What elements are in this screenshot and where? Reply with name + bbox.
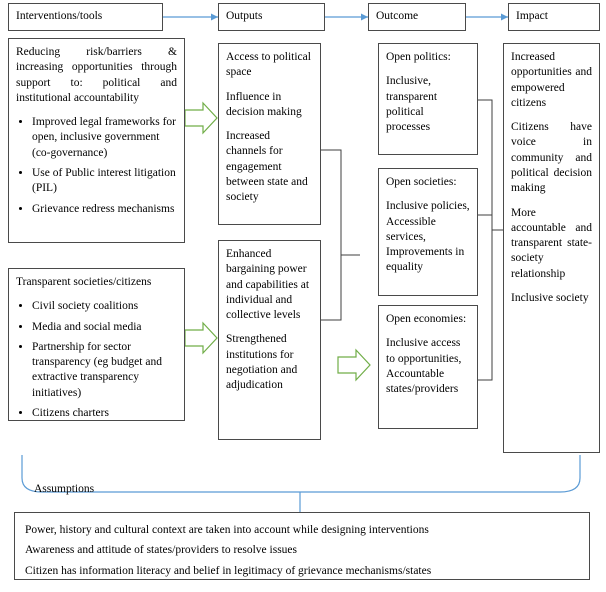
header-outputs-label: Outputs	[226, 10, 263, 22]
assumption-item: Citizen has information literacy and belief in legitimacy of grievance mechanisms/states	[25, 564, 432, 577]
header-interventions	[8, 3, 163, 31]
outcome-box-open-economies	[378, 305, 478, 429]
list-item: • Civil society coalitions	[32, 299, 177, 314]
interventions-box-accountability-intro: Reducing risk/barriers & increasing opportunities through support to: political and institutional accountability	[16, 46, 177, 104]
interventions-box-transparent-societies-list	[16, 299, 177, 421]
impact-item: Increased opportunities and empowered citizens	[511, 51, 592, 109]
impact-box	[503, 43, 600, 453]
outcome-title: Open societies:	[386, 176, 457, 188]
outcome-box-open-societies	[378, 168, 478, 296]
impact-item: More accountable and transparent state-society relationship	[511, 206, 592, 280]
list-item: • Citizens charters	[32, 406, 177, 421]
list-item: • Grievance redress mechanisms	[32, 202, 177, 217]
list-item: • Media and social media	[32, 320, 177, 335]
outputs-item: Influence in decision making	[226, 90, 302, 118]
header-impact	[508, 3, 600, 31]
header-outputs	[218, 3, 325, 31]
assumption-item: Power, history and cultural context are taken into account while designing interventions	[25, 524, 429, 536]
list-item: • Improved legal frameworks for open, inclusive government (co-governance)	[32, 115, 177, 161]
list-item: • Use of Public interest litigation (PIL)	[32, 166, 177, 197]
outputs-box-bargaining-power	[218, 240, 321, 440]
header-outcome	[368, 3, 466, 31]
interventions-box-accountability-list	[16, 115, 177, 217]
interventions-box-accountability	[8, 38, 185, 243]
assumption-item: Awareness and attitude of states/providers to resolve issues	[25, 544, 298, 557]
list-item: • Partnership for sector transparency (eg budget and extractive transparency initiatives)	[32, 340, 177, 401]
outcome-body: Inclusive, transparent political processes	[386, 75, 438, 134]
interventions-box-transparent-societies-intro: Transparent societies/citizens	[16, 276, 152, 288]
assumptions-label: Assumptions	[34, 483, 95, 495]
outputs-item: Increased channels for engagement between state and society	[226, 130, 308, 204]
outcome-title: Open politics:	[386, 51, 451, 63]
impact-item: Citizens have voice in community and political decision making	[511, 121, 592, 195]
header-impact-label: Impact	[516, 10, 548, 22]
outcome-body: Inclusive access to opportunities, Accountable states/providers	[386, 337, 462, 396]
impact-item: Inclusive society	[511, 291, 589, 304]
outcome-title: Open economies:	[386, 313, 467, 325]
outcome-body: Inclusive policies, Accessible services, Improvements in equality	[386, 200, 470, 274]
outputs-item: Enhanced bargaining power and capabilities at individual and collective levels	[226, 248, 310, 322]
outputs-item: Strengthened institutions for negotiation and adjudication	[226, 333, 298, 392]
interventions-box-transparent-societies	[8, 268, 185, 421]
header-interventions-label: Interventions/tools	[16, 10, 103, 22]
header-outcome-label: Outcome	[376, 10, 419, 22]
assumptions-box	[14, 512, 590, 580]
outputs-box-political-space	[218, 43, 321, 225]
outcome-box-open-politics	[378, 43, 478, 155]
outputs-item: Access to political space	[226, 51, 311, 79]
